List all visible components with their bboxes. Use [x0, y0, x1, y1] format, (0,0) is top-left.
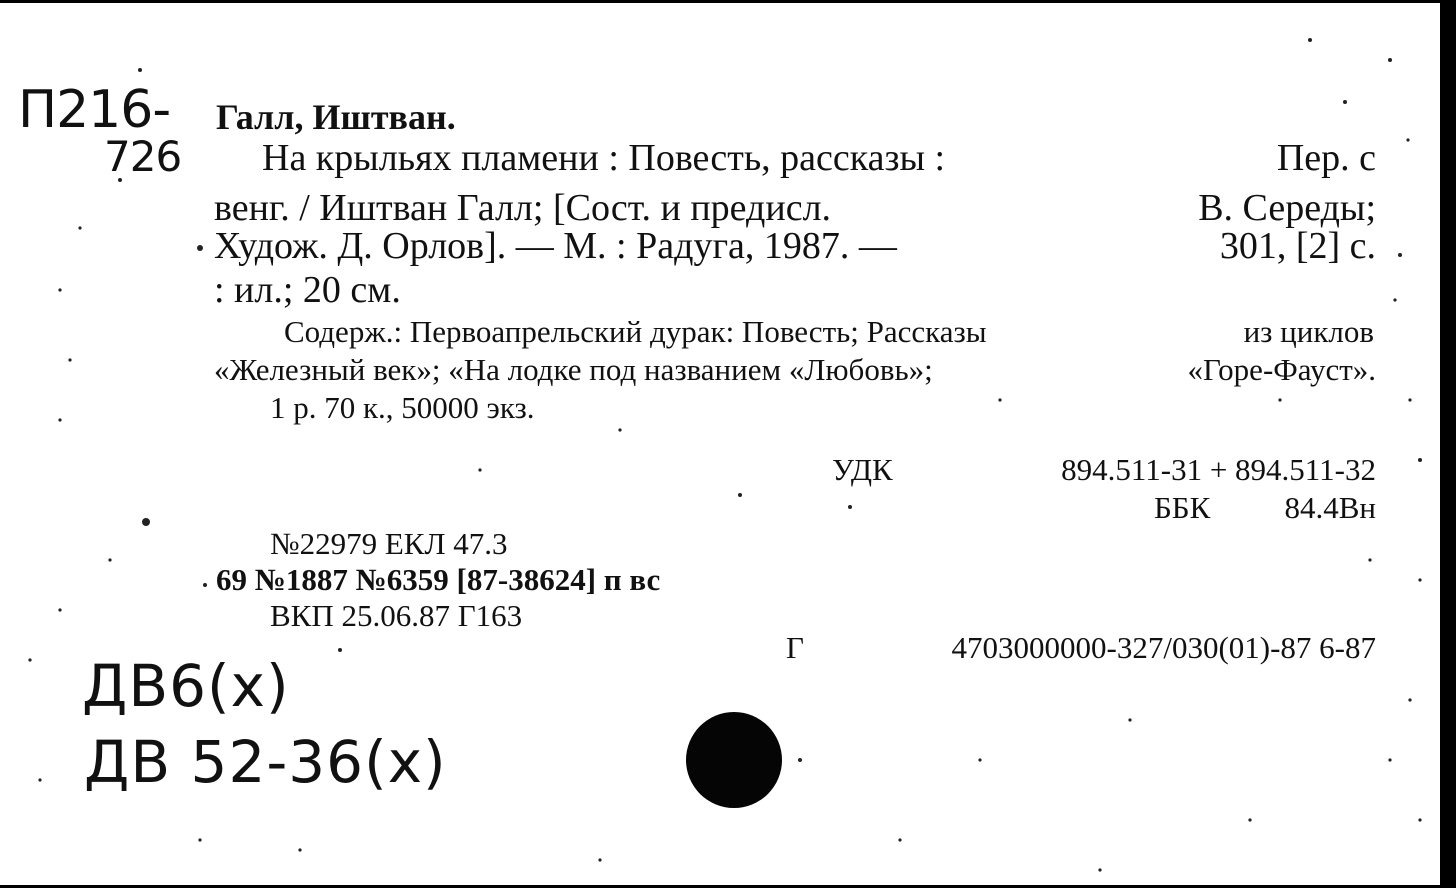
registration-line-2: 69 №1887 №6359 [87-38624] п вс — [216, 562, 661, 597]
entry-line-4: : ил.; 20 см. — [214, 269, 401, 311]
author-heading: Галл, Иштван. — [216, 97, 456, 137]
publication-code-value: 4703000000-327/030(01)-87 6-87 — [951, 630, 1376, 665]
bbk-line — [1154, 490, 1376, 526]
handwritten-shelfmark-line2: 726 — [104, 132, 182, 181]
handwritten-note-line2: ДВ 52-36(х) — [84, 728, 447, 796]
contents-line-1-end: из циклов — [1243, 314, 1374, 349]
publication-code-line — [786, 630, 1376, 666]
entry-line-1 — [262, 132, 1376, 184]
registration-line-3: ВКП 25.06.87 Г163 — [270, 598, 523, 633]
entry-line-2-end: В. Середы; — [1198, 187, 1376, 229]
registration-line-1: №22979 ЕКЛ 47.3 — [270, 526, 508, 561]
contents-line-1-text: Содерж.: Первоапрельский дурак: Повесть; Рассказы — [284, 314, 987, 349]
bbk-label: ББК — [1154, 490, 1211, 525]
entry-line-2-text: венг. / Иштван Галл; [Сост. и предисл. — [214, 187, 832, 229]
contents-line-2 — [214, 350, 1376, 390]
contents-line-1 — [284, 312, 1374, 352]
price-line: 1 р. 70 к., 50000 экз. — [270, 390, 535, 425]
handwritten-note-line1: ДВ6(х) — [82, 652, 290, 720]
entry-line-3-end: 301, [2] с. — [1219, 225, 1376, 267]
contents-line-2-text: «Железный век»; «На лодке под названием «Любовь»; — [214, 352, 933, 387]
punch-hole — [686, 712, 782, 808]
bbk-value: 84.4Вн — [1284, 490, 1376, 525]
entry-line-1-text: На крыльях пламени : Повесть, рассказы : — [262, 137, 946, 179]
udk-label: УДК — [832, 452, 893, 487]
entry-line-3-text: Худож. Д. Орлов]. — М. : Радуга, 1987. — — [214, 225, 897, 267]
udk-line — [832, 452, 1376, 488]
publication-code-label: Г — [786, 630, 804, 665]
udk-value: 894.511-31 + 894.511-32 — [1061, 452, 1376, 487]
handwritten-shelfmark-line1: П216- — [18, 80, 171, 140]
entry-line-1-end: Пер. с — [1276, 137, 1376, 179]
contents-line-2-end: «Горе-Фауст». — [1187, 352, 1376, 387]
